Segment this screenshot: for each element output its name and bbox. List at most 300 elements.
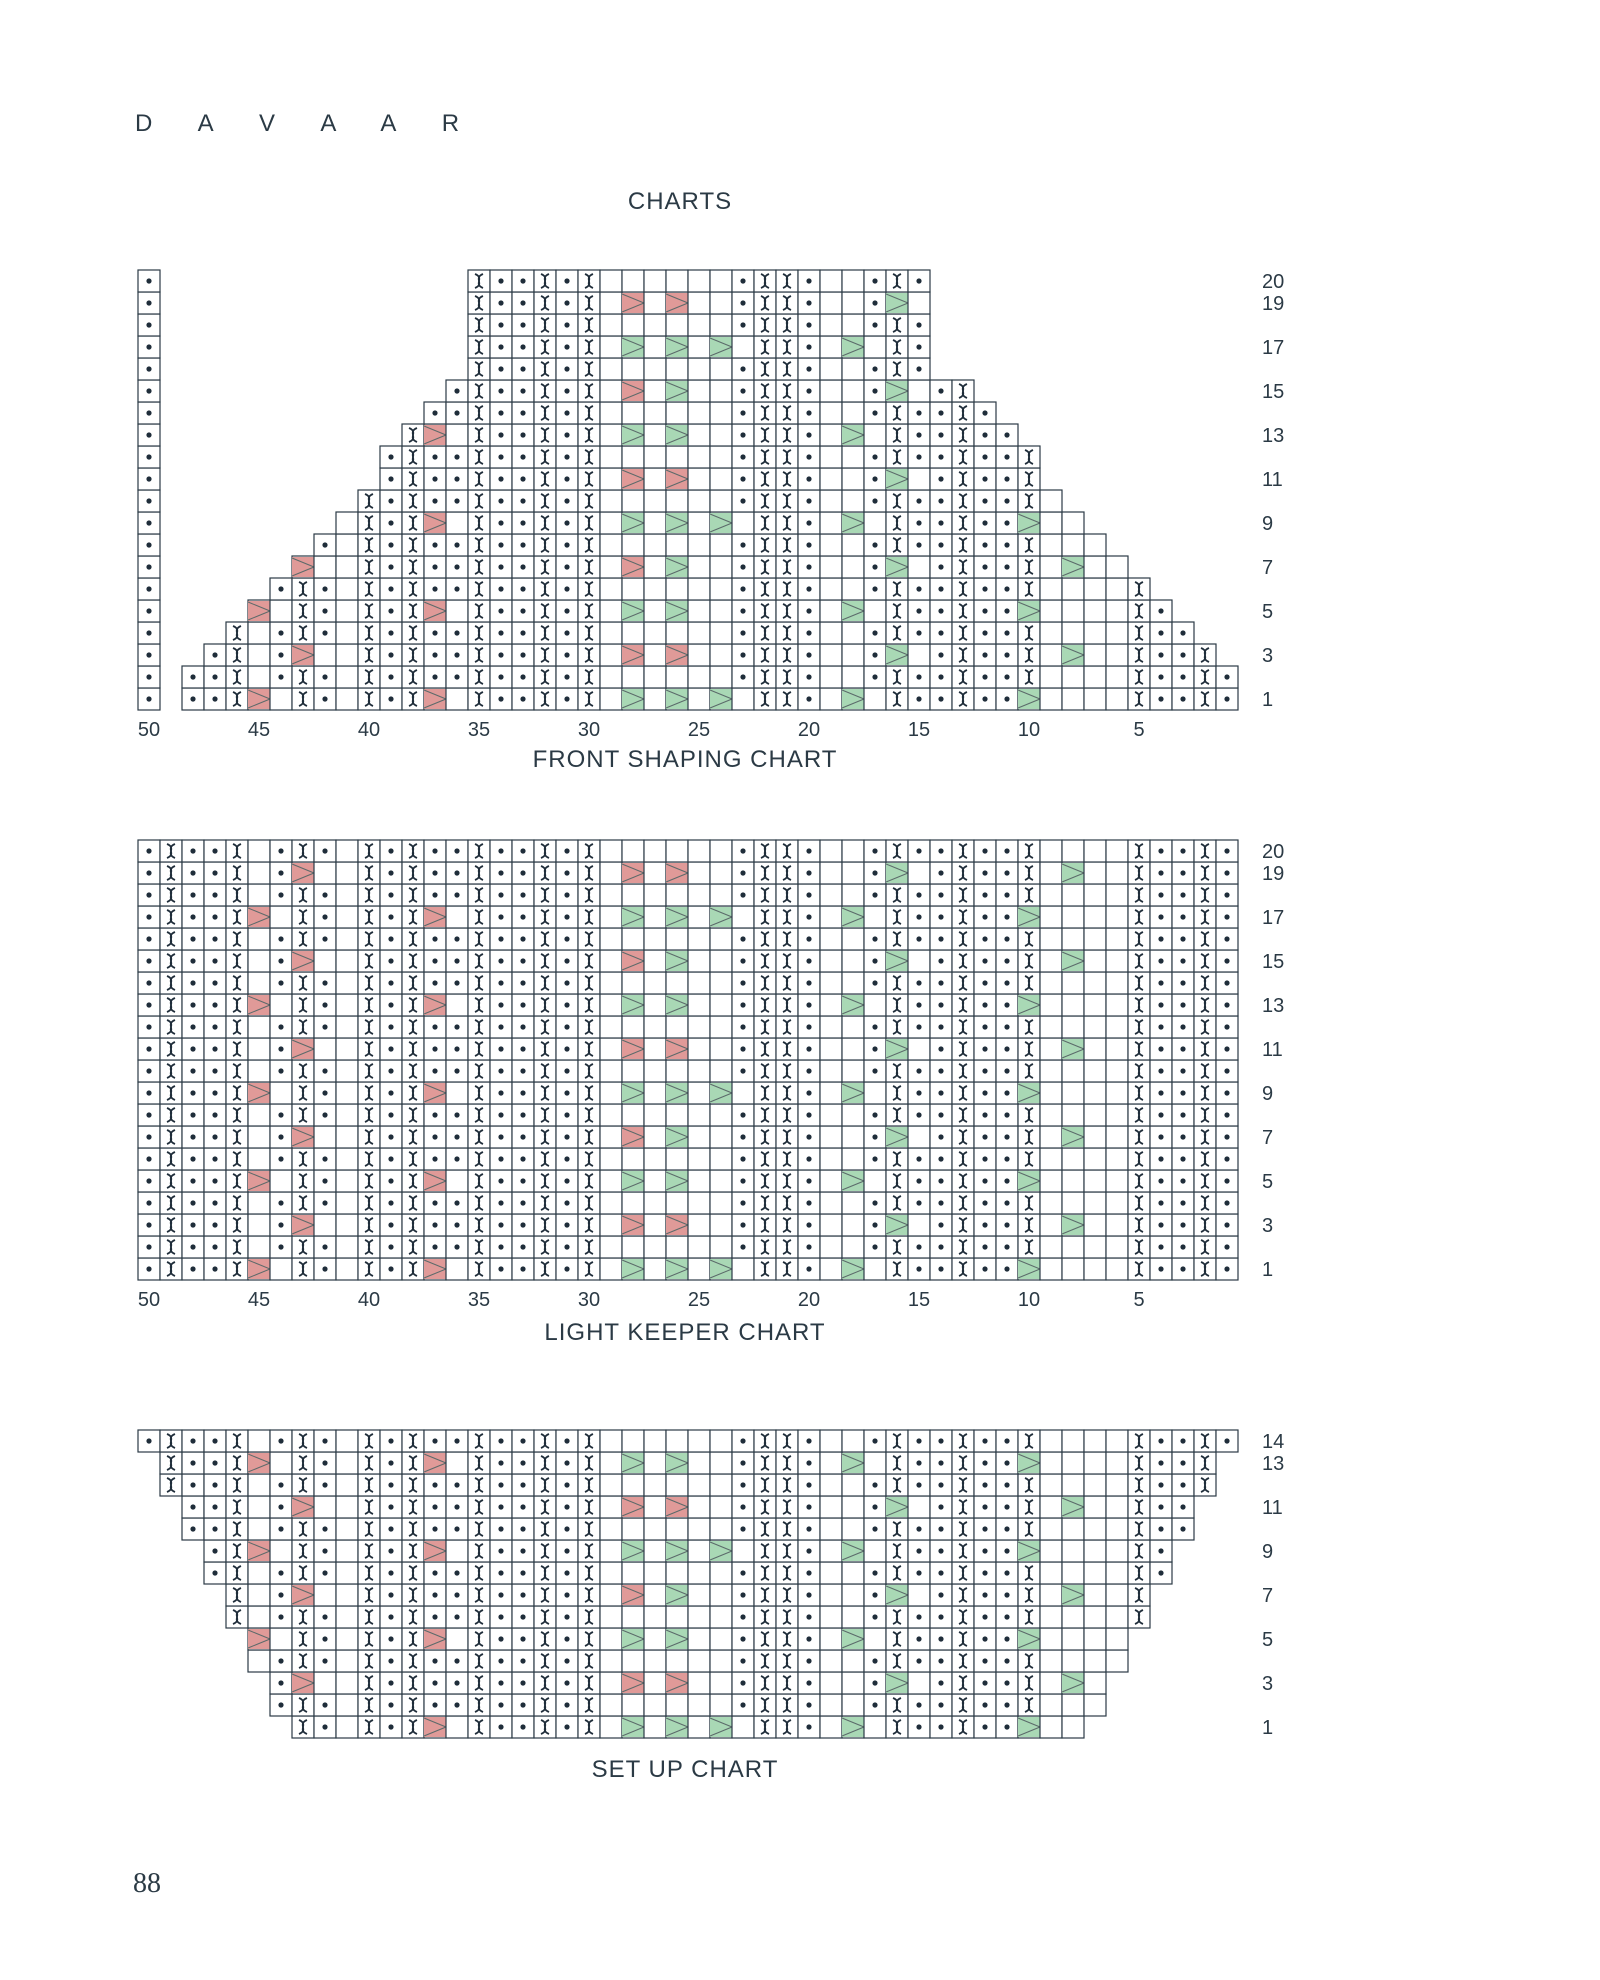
chart-cell	[908, 1584, 930, 1606]
row-label: 11	[1262, 469, 1283, 491]
chart-cell	[688, 1038, 710, 1060]
chart-cell	[1062, 578, 1084, 600]
chart-cell	[314, 644, 336, 666]
chart-cell	[314, 1584, 336, 1606]
chart-cell	[842, 292, 864, 314]
chart-cell	[644, 1562, 666, 1584]
chart-cell	[1084, 950, 1106, 972]
chart-cell	[600, 1258, 622, 1280]
chart-cell	[600, 644, 622, 666]
chart-cell	[688, 534, 710, 556]
chart-cell	[336, 906, 358, 928]
chart-cell	[710, 402, 732, 424]
chart-cell	[336, 644, 358, 666]
chart-cell	[710, 1562, 732, 1584]
chart-cell	[710, 622, 732, 644]
chart-cell	[1106, 1192, 1128, 1214]
chart-cell	[600, 1082, 622, 1104]
row-label: 5	[1262, 601, 1274, 623]
chart-cell	[820, 1716, 842, 1738]
row-label: 1	[1262, 1259, 1274, 1281]
chart-cell	[1040, 994, 1062, 1016]
chart-cell	[820, 1694, 842, 1716]
chart-cell	[820, 950, 842, 972]
chart-cell	[842, 644, 864, 666]
chart-cell	[688, 1214, 710, 1236]
chart-cell	[336, 840, 358, 862]
set-up-chart-title: SET UP CHART	[591, 1756, 779, 1783]
chart-cell	[600, 1192, 622, 1214]
chart-cell	[710, 490, 732, 512]
chart-cell	[820, 1170, 842, 1192]
chart-cell	[1062, 1474, 1084, 1496]
chart-cell	[908, 1214, 930, 1236]
chart-cell	[644, 972, 666, 994]
chart-cell	[820, 336, 842, 358]
chart-cell	[710, 1148, 732, 1170]
chart-cell	[710, 1518, 732, 1540]
chart-cell	[842, 1104, 864, 1126]
chart-cell	[622, 1148, 644, 1170]
chart-cell	[1040, 490, 1062, 512]
chart-cell	[1084, 1672, 1106, 1694]
chart-cell	[622, 270, 644, 292]
chart-cell	[842, 1214, 864, 1236]
chart-cell	[688, 468, 710, 490]
chart-cell	[688, 950, 710, 972]
page-number: 88	[133, 1868, 161, 1899]
chart-cell	[336, 1606, 358, 1628]
chart-cell	[600, 534, 622, 556]
chart-cell	[1040, 1716, 1062, 1738]
chart-cell	[710, 1236, 732, 1258]
chart-cell	[710, 666, 732, 688]
chart-cell	[248, 1562, 270, 1584]
chart-cell	[1062, 906, 1084, 928]
chart-cell	[864, 336, 886, 358]
chart-cell	[1062, 688, 1084, 710]
chart-cell	[710, 578, 732, 600]
chart-cell	[666, 1694, 688, 1716]
row-label: 17	[1262, 907, 1285, 929]
chart-cell	[248, 622, 270, 644]
chart-cell	[688, 666, 710, 688]
chart-cell	[688, 906, 710, 928]
chart-cell	[600, 884, 622, 906]
chart-cell	[1106, 928, 1128, 950]
chart-cell	[1062, 1016, 1084, 1038]
chart-cell	[336, 862, 358, 884]
chart-cell	[336, 1672, 358, 1694]
chart-cell	[314, 1126, 336, 1148]
chart-cell	[666, 1650, 688, 1672]
chart-cell	[820, 1540, 842, 1562]
chart-cell	[600, 1214, 622, 1236]
chart-cell	[820, 1038, 842, 1060]
chart-cell	[864, 600, 886, 622]
chart-cell	[710, 1430, 732, 1452]
chart-cell	[1040, 840, 1062, 862]
chart-cell	[600, 314, 622, 336]
chart-cell	[842, 446, 864, 468]
chart-cell	[1062, 1518, 1084, 1540]
chart-cell	[314, 950, 336, 972]
chart-cell	[864, 1540, 886, 1562]
chart-cell	[1062, 512, 1084, 534]
chart-cell	[600, 1170, 622, 1192]
row-label: 13	[1262, 1453, 1285, 1475]
chart-cell	[1062, 972, 1084, 994]
chart-cell	[1106, 1496, 1128, 1518]
chart-cell	[1062, 1104, 1084, 1126]
chart-cell	[600, 1474, 622, 1496]
chart-cell	[842, 402, 864, 424]
chart-cell	[688, 270, 710, 292]
chart-cell	[644, 1628, 666, 1650]
chart-cell	[622, 1518, 644, 1540]
column-label: 5	[1133, 719, 1145, 741]
chart-cell	[820, 578, 842, 600]
row-label: 20	[1262, 841, 1285, 863]
chart-cell	[842, 1430, 864, 1452]
chart-cell	[688, 928, 710, 950]
column-label: 15	[907, 719, 931, 741]
chart-cell	[622, 1650, 644, 1672]
chart-cell	[1084, 534, 1106, 556]
chart-cell	[644, 906, 666, 928]
chart-cell	[622, 446, 644, 468]
chart-cell	[1106, 666, 1128, 688]
chart-cell	[1106, 1016, 1128, 1038]
chart-cell	[622, 314, 644, 336]
chart-cell	[842, 1038, 864, 1060]
column-label: 40	[357, 719, 381, 741]
chart-cell	[600, 666, 622, 688]
chart-cell	[820, 1016, 842, 1038]
chart-cell	[842, 840, 864, 862]
chart-cell	[336, 1192, 358, 1214]
chart-cell	[644, 578, 666, 600]
chart-cell	[688, 1584, 710, 1606]
chart-cell	[842, 1562, 864, 1584]
chart-cell	[842, 622, 864, 644]
chart-cell	[622, 358, 644, 380]
row-label: 13	[1262, 425, 1285, 447]
chart-cell	[1062, 1148, 1084, 1170]
chart-cell	[1040, 578, 1062, 600]
chart-cell	[622, 884, 644, 906]
chart-cell	[248, 1016, 270, 1038]
chart-cell	[1062, 994, 1084, 1016]
chart-cell	[820, 314, 842, 336]
chart-cell	[688, 1474, 710, 1496]
chart-cell	[666, 446, 688, 468]
chart-cell	[644, 270, 666, 292]
chart-cell	[248, 1474, 270, 1496]
chart-cell	[688, 994, 710, 1016]
column-label: 50	[137, 1289, 161, 1311]
chart-cell	[666, 1236, 688, 1258]
chart-cell	[248, 1104, 270, 1126]
row-label: 17	[1262, 337, 1285, 359]
chart-cell	[270, 1258, 292, 1280]
chart-cell	[864, 1628, 886, 1650]
chart-cell	[1040, 1192, 1062, 1214]
chart-cell	[600, 1716, 622, 1738]
chart-cell	[688, 292, 710, 314]
chart-cell	[600, 1104, 622, 1126]
chart-cell	[688, 1258, 710, 1280]
chart-cell	[820, 1606, 842, 1628]
chart-cell	[1084, 1258, 1106, 1280]
chart-cell	[446, 1258, 468, 1280]
chart-cell	[644, 1474, 666, 1496]
chart-cell	[248, 1126, 270, 1148]
chart-cell	[248, 1214, 270, 1236]
chart-cell	[336, 556, 358, 578]
chart-cell	[248, 1584, 270, 1606]
chart-cell	[1084, 600, 1106, 622]
chart-cell	[1040, 1650, 1062, 1672]
chart-cell	[446, 424, 468, 446]
chart-cell	[842, 534, 864, 556]
chart-cell	[820, 1236, 842, 1258]
row-label: 3	[1262, 645, 1274, 667]
chart-cell	[622, 1606, 644, 1628]
chart-cell	[688, 1126, 710, 1148]
chart-cell	[842, 1192, 864, 1214]
chart-cell	[842, 1650, 864, 1672]
chart-cell	[248, 1650, 270, 1672]
chart-cell	[710, 424, 732, 446]
chart-cell	[710, 380, 732, 402]
chart-cell	[1106, 1038, 1128, 1060]
chart-cell	[710, 446, 732, 468]
chart-cell	[336, 1214, 358, 1236]
chart-cell	[820, 534, 842, 556]
chart-cell	[248, 644, 270, 666]
chart-cell	[1062, 1452, 1084, 1474]
chart-cell	[1084, 666, 1106, 688]
chart-cell	[336, 1236, 358, 1258]
chart-cell	[732, 1082, 754, 1104]
chart-cell	[1062, 1716, 1084, 1738]
column-label: 25	[687, 719, 711, 741]
chart-cell	[820, 1148, 842, 1170]
chart-cell	[908, 1496, 930, 1518]
chart-cell	[644, 1496, 666, 1518]
chart-cell	[336, 1082, 358, 1104]
chart-cell	[820, 1518, 842, 1540]
chart-cell	[600, 1584, 622, 1606]
chart-cell	[270, 1628, 292, 1650]
chart-cell	[842, 490, 864, 512]
chart-cell	[600, 862, 622, 884]
chart-cell	[622, 1474, 644, 1496]
chart-cell	[710, 1126, 732, 1148]
chart-cell	[820, 994, 842, 1016]
chart-cell	[710, 1584, 732, 1606]
chart-cell	[1062, 1060, 1084, 1082]
chart-cell	[336, 1104, 358, 1126]
chart-cell	[336, 1258, 358, 1280]
row-label: 15	[1262, 951, 1285, 973]
chart-cell	[644, 884, 666, 906]
chart-cell	[688, 1430, 710, 1452]
chart-cell	[336, 1694, 358, 1716]
chart-cell	[688, 622, 710, 644]
chart-cell	[1040, 1540, 1062, 1562]
chart-cell	[1062, 1082, 1084, 1104]
chart-cell	[1084, 1104, 1106, 1126]
chart-cell	[1040, 1694, 1062, 1716]
chart-cell	[1040, 1452, 1062, 1474]
chart-cell	[622, 1104, 644, 1126]
chart-cell	[820, 556, 842, 578]
chart-cell	[336, 1562, 358, 1584]
chart-cell	[1084, 1192, 1106, 1214]
chart-cell	[842, 468, 864, 490]
chart-cell	[864, 688, 886, 710]
chart-cell	[1106, 1236, 1128, 1258]
chart-cell	[1084, 972, 1106, 994]
chart-cell	[1084, 688, 1106, 710]
chart-cell	[644, 666, 666, 688]
chart-cell	[1040, 862, 1062, 884]
chart-cell	[644, 314, 666, 336]
chart-cell	[710, 1628, 732, 1650]
chart-cell	[908, 1038, 930, 1060]
chart-cell	[710, 884, 732, 906]
chart-cell	[842, 314, 864, 336]
chart-cell	[688, 1562, 710, 1584]
chart-cell	[688, 1518, 710, 1540]
column-label: 20	[797, 1289, 821, 1311]
chart-cell	[446, 1540, 468, 1562]
chart-cell	[1084, 1038, 1106, 1060]
chart-cell	[600, 972, 622, 994]
chart-cell	[688, 424, 710, 446]
chart-cell	[1062, 666, 1084, 688]
chart-cell	[600, 292, 622, 314]
chart-cell	[314, 1672, 336, 1694]
chart-cell	[710, 644, 732, 666]
chart-cell	[644, 600, 666, 622]
chart-cell	[688, 578, 710, 600]
chart-cell	[1062, 1562, 1084, 1584]
row-label: 9	[1262, 1541, 1274, 1563]
chart-cell	[446, 1452, 468, 1474]
chart-cell	[336, 1452, 358, 1474]
chart-cell	[842, 1126, 864, 1148]
chart-cell	[666, 1148, 688, 1170]
chart-cell	[732, 336, 754, 358]
chart-cell	[688, 1606, 710, 1628]
chart-cell	[710, 994, 732, 1016]
chart-cell	[820, 622, 842, 644]
chart-cell	[600, 950, 622, 972]
chart-cell	[842, 1672, 864, 1694]
row-label: 5	[1262, 1171, 1274, 1193]
chart-cell	[1040, 1518, 1062, 1540]
chart-cell	[864, 1082, 886, 1104]
chart-cell	[644, 1126, 666, 1148]
chart-cell	[248, 666, 270, 688]
chart-cell	[1106, 1518, 1128, 1540]
chart-cell	[600, 622, 622, 644]
chart-cell	[600, 468, 622, 490]
chart-cell	[1040, 950, 1062, 972]
chart-cell	[864, 1258, 886, 1280]
chart-cell	[710, 1496, 732, 1518]
chart-cell	[336, 688, 358, 710]
chart-cell	[644, 994, 666, 1016]
chart-cell	[1084, 928, 1106, 950]
chart-cell	[842, 380, 864, 402]
chart-cell	[1040, 1038, 1062, 1060]
column-label: 20	[797, 719, 821, 741]
chart-cell	[1062, 1170, 1084, 1192]
chart-cell	[600, 1060, 622, 1082]
chart-cell	[1062, 1192, 1084, 1214]
chart-cell	[710, 556, 732, 578]
chart-cell	[1106, 994, 1128, 1016]
chart-cell	[270, 688, 292, 710]
chart-cell	[1106, 884, 1128, 906]
chart-cell	[336, 1650, 358, 1672]
chart-cell	[710, 1192, 732, 1214]
chart-cell	[710, 950, 732, 972]
chart-cell	[600, 1236, 622, 1258]
chart-cell	[1040, 556, 1062, 578]
chart-cell	[600, 490, 622, 512]
chart-cell	[1106, 840, 1128, 862]
chart-cell	[908, 950, 930, 972]
column-label: 45	[247, 719, 271, 741]
chart-cell	[446, 994, 468, 1016]
chart-cell	[314, 1038, 336, 1060]
chart-cell	[1106, 1562, 1128, 1584]
chart-cell	[842, 666, 864, 688]
chart-cell	[1106, 1148, 1128, 1170]
chart-cell	[710, 600, 732, 622]
chart-cell	[644, 468, 666, 490]
chart-cell	[688, 1104, 710, 1126]
chart-cell	[1084, 1518, 1106, 1540]
chart-cell	[666, 1060, 688, 1082]
chart-cell	[644, 336, 666, 358]
chart-cell	[600, 600, 622, 622]
row-label: 11	[1262, 1039, 1283, 1061]
chart-cell	[644, 1082, 666, 1104]
chart-cell	[820, 1258, 842, 1280]
chart-cell	[1106, 972, 1128, 994]
chart-cell	[644, 1148, 666, 1170]
chart-cell	[688, 600, 710, 622]
column-label: 10	[1017, 1289, 1041, 1311]
chart-cell	[446, 1716, 468, 1738]
chart-cell	[248, 928, 270, 950]
chart-cell	[270, 1540, 292, 1562]
chart-cell	[1106, 1060, 1128, 1082]
chart-cell	[644, 928, 666, 950]
chart-cell	[1106, 1430, 1128, 1452]
chart-cell	[688, 336, 710, 358]
chart-cell	[666, 1518, 688, 1540]
chart-cell	[336, 1716, 358, 1738]
row-label: 9	[1262, 513, 1274, 535]
chart-cell	[1040, 534, 1062, 556]
